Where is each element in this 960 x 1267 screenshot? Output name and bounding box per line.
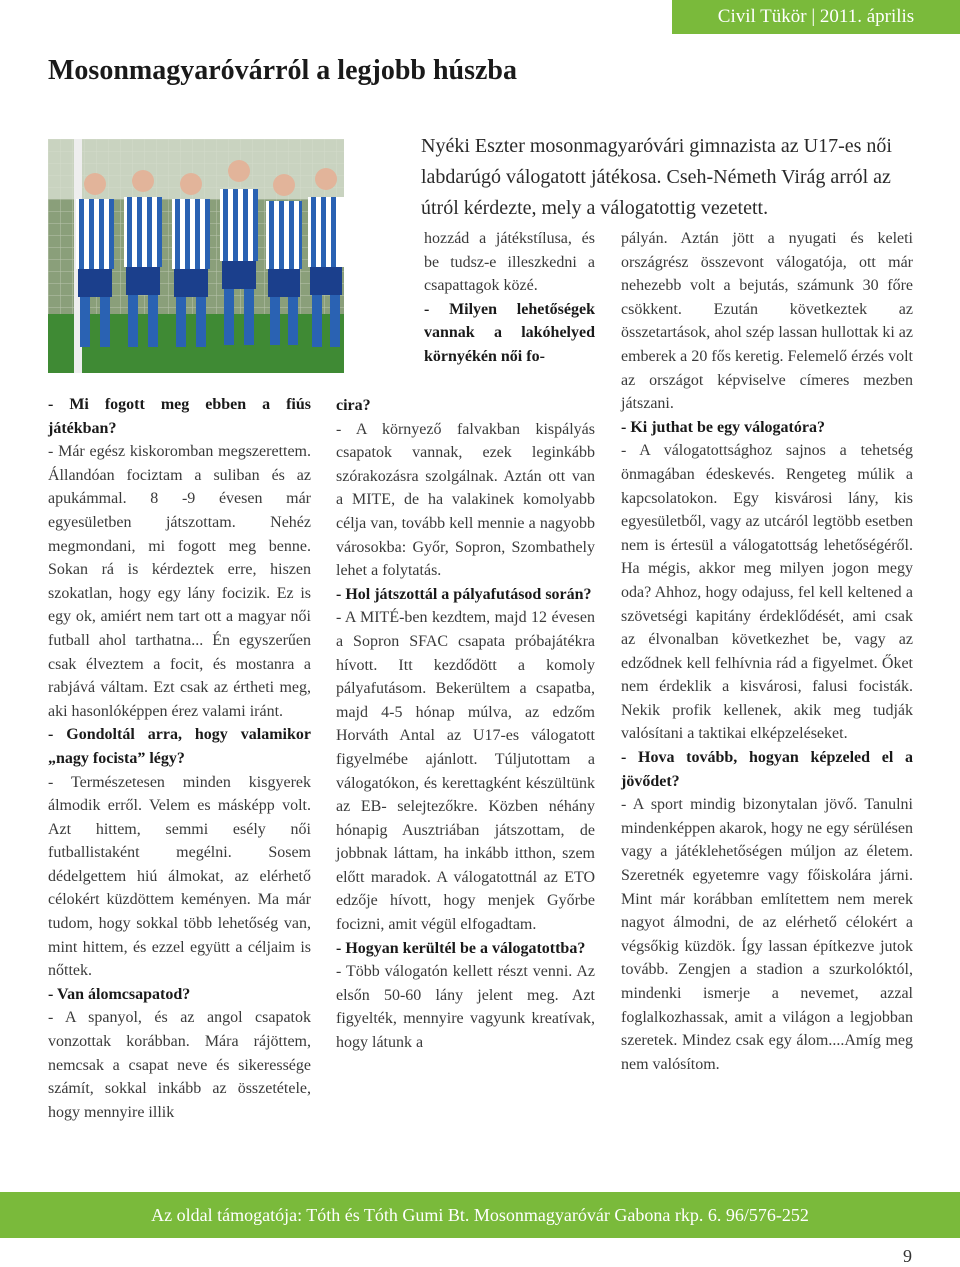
article-column-1 — [48, 393, 311, 1124]
answer-2: - Természetesen minden kisgyerek álmodik erről. Velem es másképp volt. Azt hittem, semmi esély női futballistaként megélni. Sosem dédelgettem hiú álmokat, az elérhető célokért küzdöttem keményen. Ma már tudom, hogy sokkal több lehetőség van, mint hittem, és ezzel együtt a céljaim is nőttek. — [48, 773, 311, 980]
page-number: 9 — [903, 1246, 912, 1266]
answer-6: - Több válogatón kellett részt venni. Az elsőn 50-60 lány jelent meg. Azt figyelték, mennyire vagyunk kreatívak, hogy látunk a — [336, 963, 595, 1052]
team-photo — [48, 139, 344, 373]
page-title: Mosonmagyaróvárról a legjobb húszba — [48, 55, 517, 86]
sponsor-footer — [0, 1192, 960, 1238]
article-column-2 — [336, 394, 595, 1055]
answer-1: - Már egész kiskoromban megszerettem. Állandóan fociztam a suliban és az apukámmal. 8 -9 évesen már egyesületben játszottam. Nehéz megmondani, mi fogott meg benne. Sokan rá is kérdeztek erre, hiszen szokatlan, hogy egy lány focizik. Ez is egy ok, amiért nem tart ott a magyar női futball ahol tarthatna... Én egyszerűen csak élveztem a focit, és mostanra a rabjává váltam. Ezt csak az értheti meg, aki hasonlóképpen érez valami iránt. — [48, 443, 311, 720]
answer-6-continued: pályán. Aztán jött a nyugati és keleti országrész összevont válogatója, ott már nehezebb volt a bejutás, számunk 30 főre csökkent. Ezután következtek az összetartások, ahol szép lassan hullottak ki az emberek a 20 fős keretig. Felemelő érzés volt az országot képviselve címeres mezben játszani. — [621, 230, 913, 413]
question-1: - Mi fogott meg ebben a fiús játékban? — [48, 396, 311, 437]
question-4: - Milyen lehetőségek vannak a lakóhelyed környékén női fo- — [424, 300, 595, 365]
question-6: - Hogyan kerültél be a válogatottba? — [336, 939, 586, 957]
issue-header — [672, 0, 960, 34]
sponsor-footer-text: Az oldal támogatója: Tóth és Tóth Gumi Bt. Mosonmagyaróvár Gabona rkp. 6. 96/576-252 — [151, 1204, 809, 1225]
article-column-2-top — [424, 227, 595, 369]
question-3: - Van álomcsapatod? — [48, 985, 191, 1003]
answer-5: - A MITÉ-ben kezdtem, majd 12 évesen a Sopron SFAC csapata próbajátékra hívott. Itt kezdődött a komoly pályafutásom. Bekerültem a csapatba, majd 4-5 hónap múlva, az edzőm Horváth Antal az U17-es válogatott figyelmébe ajánlott. Túljutottam a válogatókon, és kerettagként készültünk az EB- selejtezőkre. Közben néhány hónapig Ausztriában játszottam, de jobbnak láttam, ha inkább itthon, szem előtt maradok. A válogatottnál az ETO edzője hívott, hogy menjek Győrbe focizni, amit végül elfogadtam. — [336, 609, 595, 934]
question-2: - Gondoltál arra, hogy valamikor „nagy focista” légy? — [48, 726, 311, 767]
answer-7: - A válogatottsághoz sajnos a tehetség önmagában édeskevés. Rengeteg múlik a kapcsolatokon. Egy kisvárosi lány, kis egyesületből, vagy az utcáról legtöbb esetben nem is értesül a válogatottság lehetőségéről. Ha mégis, akkor meg milyen jogon megy oda? Ahhoz, hogy odajuss, fel kell keltened a szövetségi kapitány érdeklődését, ami csak az élvonalban következhet be, vagy az edződnek kell felhívnia rád a figyelmet. Őket nem érdeklik a kisvárosi, falusi focisták. Nekik profik kellenek, akik meg tudják valósítani a taktikai elképzeléseket. — [621, 442, 913, 743]
question-5: - Hol játszottál a pályafutásod során? — [336, 585, 592, 603]
issue-header-text: Civil Tükör | 2011. április — [717, 6, 915, 27]
answer-3-continued: hozzád a játékstílusa, és be tudsz-e illeszkedni a csapattagok közé. — [424, 230, 595, 295]
lead-paragraph: Nyéki Eszter mosonmagyaróvári gimnazista az U17-es női labdarúgó válogatott játékosa. Cseh-Németh Virág arról az útról kérdezte, mely a válogatottig vezetett. — [421, 135, 892, 219]
answer-4: - A környező falvakban kispályás csapatok vannak, ezek leginkább szórakozásra szolgálnak. Aztán ott van a MITE, de ha valakinek komolyabb célja van, tovább kell mennie a nagyobb városokba: Győr, Sopron, Szombathely lehet a folytatás. — [336, 420, 595, 580]
article-column-3 — [621, 227, 913, 1076]
team-photo-image — [48, 139, 344, 373]
question-7: - Ki juthat be egy válogatóra? — [621, 418, 825, 436]
question-4-end: cira? — [336, 397, 371, 414]
question-8: - Hova tovább, hogyan képzeled el a jövődet? — [621, 749, 913, 790]
answer-8: - A sport mindig bizonytalan jövő. Tanulni mindenképpen akarok, hogy ne egy sérülésen vagy a játéklehetőségen múljon az életem. Szeretnék egyetemre vagy főiskolára járni. Mint már korábban említettem nem merek nagyot álmodni, de az elérhető célokért a végsőkig küzdök. Így lassan építkezve jutok tovább. Zengjen a stadion a szurkolóktól, mindenki ismerje a nevemet, azzal foglalkozhassak, amit a világon a legjobban szeretek. Mindez csak egy álom....Amíg meg nem valósítom. — [621, 796, 913, 1073]
answer-3: - A spanyol, és az angol csapatok vonzottak korábban. Mára rájöttem, nemcsak a csapat neve és sikeressége számít, sokkal inkább az összetétele, hogy mennyire illik — [48, 1009, 311, 1121]
